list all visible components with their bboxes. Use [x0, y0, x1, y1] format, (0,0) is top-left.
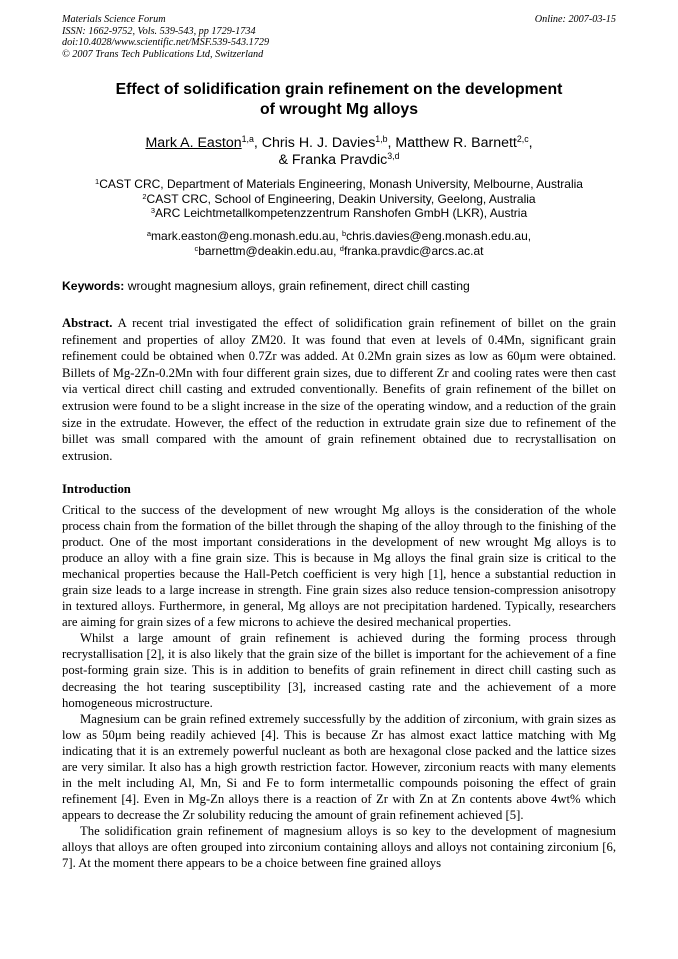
affiliation-text: CAST CRC, School of Engineering, Deakin University, Geelong, Australia: [146, 191, 536, 206]
affiliation-sup: 3: [150, 206, 155, 216]
affiliation: [62, 192, 616, 207]
paper-title: [62, 80, 616, 120]
affiliation-text: ARC Leichtmetallkompetenzzentrum Ranshofen GmbH (LKR), Austria: [154, 206, 528, 221]
email-address: barnettm@deakin.edu.au,: [198, 243, 340, 258]
email-line-2: [62, 244, 616, 259]
affiliation-sup: 1: [95, 176, 100, 186]
author-line-1: [62, 135, 616, 152]
paragraph: Magnesium can be grain refined extremely successfully by the addition of zirconium, with grain sizes as low as 50μm being readily achieved [4]. This is because Zr has almost exact lattice matching with Mg indicating that it is an extremely powerful nucleant as both are hexagonal close packed and the lattice sizes are very similar. It also has a high growth restriction factor. However, zirconium reacts with many elements in the melt including Al, Mn, Si and Fe to form intermetallic compounds poisoning the effect of grain refinement [4]. Even in Mg-Zn alloys there is a reaction of Zr with Zn at Zn contents above 4wt% which appears to decrease the Zr solubility reducing the amount of grain refinement achieved [5].: [62, 711, 616, 822]
author-name: Mark A. Easton: [145, 135, 242, 151]
copyright-line: © 2007 Trans Tech Publications Ltd, Switzerland: [62, 48, 264, 60]
author-sup: 3,d: [387, 151, 400, 162]
email-sup: a: [146, 228, 152, 238]
title-line-1: Effect of solidification grain refinement on the development: [115, 81, 563, 98]
keywords: [62, 279, 616, 294]
abstract-label: Abstract.: [62, 316, 113, 330]
online-date: Online: 2007-03-15: [534, 14, 616, 25]
email-address: chris.davies@eng.monash.edu.au,: [346, 229, 532, 243]
affiliation-text: CAST CRC, Department of Materials Engineering, Monash University, Melbourne, Australia: [99, 177, 583, 191]
author-sup: 1,b: [375, 134, 388, 145]
affiliations: [62, 177, 616, 221]
abstract-text: A recent trial investigated the effect of solidification grain refinement of billet on the grain refinement and properties of alloy ZM20. It was found that even at levels of 0.4Mn, significant grain refinement could be obtained when 0.7Zr was added. At 0.2Mn grain sizes as low as 60μm were obtained. Billets of Mg-2Zn-0.2Mn with four different grain sizes, due to different Zr and cooling rates were then cast via vertical direct chill casting and extruded conventionally. Benefits of grain refinement of the billet on extrusion were found to be a slight increase in the size of the operating window, and a reduction of the grain size in the extrudate. However, the effect of the reduction in extrudate grain size due to refinement of the billet was small compared with the amount of grain refinement obtained due to recrystallisation on extrusion.: [62, 316, 616, 463]
author-sup: 1,a: [241, 134, 254, 145]
email-sup: c: [194, 243, 199, 253]
keywords-text: wrought magnesium alloys, grain refinement, direct chill casting: [124, 279, 470, 293]
author-sep: ,: [528, 135, 533, 151]
email-list: [62, 229, 616, 258]
author-sep: ,: [387, 135, 396, 151]
issn-line: ISSN: 1662-9752, Vols. 539-543, pp 1729-1734: [62, 25, 256, 37]
author-sep: ,: [253, 135, 262, 151]
author-name: Matthew R. Barnett: [395, 135, 517, 151]
running-header: [62, 14, 616, 60]
paragraph: Whilst a large amount of grain refinement is achieved during the forming process through recrystallisation [2], it is also likely that the grain size of the billet is important for the achievement of a fine post-forming grain size. This is in addition to benefits of grain refinement in direct chill casting such as decreasing the hot tearing susceptibility [3], increased casting rate and the achievement of a more homogeneous microstructure.: [62, 631, 616, 710]
body-text: [62, 502, 616, 871]
author-line-2: [62, 152, 616, 169]
keywords-label: Keywords:: [62, 279, 125, 293]
email-address: mark.easton@eng.monash.edu.au,: [151, 229, 342, 243]
abstract: [62, 315, 616, 464]
author-sup: 2,c: [516, 134, 529, 145]
section-heading-introduction: Introduction: [62, 482, 131, 496]
journal-name: Materials Science Forum: [62, 14, 166, 25]
email-line-1: [62, 229, 616, 244]
paragraph: The solidification grain refinement of magnesium alloys is so key to the development of magnesium alloys that alloys are often grouped into zirconium containing alloys and alloys not containing zirconium [6, 7]. At the moment there appears to be a choice between fine grained alloys: [62, 823, 616, 871]
affiliation: [62, 206, 616, 221]
email-sup: d: [339, 243, 344, 253]
author-name: Chris H. J. Davies: [261, 135, 376, 151]
title-line-2: of wrought Mg alloys: [260, 101, 418, 118]
paragraph: Critical to the success of the development of new wrought Mg alloys is the consideration of the whole process chain from the formation of the billet through the shaping of the alloy through to the finishing of the product. One of the most important considerations in the development of new wrought Mg alloys is to produce an alloy with a fine grain size. This is because in Mg alloys the final grain size is critical to the mechanical properties because the Hall-Petch coefficient is very high [1], hence a substantial reduction in grain size leads to a large increase in strength. Fine grain sizes also reduce tension-compression anisotropy in textured alloys. Furthermore, in general, Mg alloys are not precipitation hardened. Typically, researchers are aiming for grain sizes of a few microns to achieve the desired mechanical properties.: [62, 503, 616, 630]
affiliation: [62, 177, 616, 192]
affiliation-sup: 2: [142, 191, 147, 201]
author-list: [62, 135, 616, 169]
author-name: & Franka Pravdic: [278, 152, 388, 168]
email-address: franka.pravdic@arcs.ac.at: [343, 243, 484, 258]
email-sup: b: [342, 228, 347, 238]
doi-line: doi:10.4028/www.scientific.net/MSF.539-543.1729: [62, 37, 270, 49]
